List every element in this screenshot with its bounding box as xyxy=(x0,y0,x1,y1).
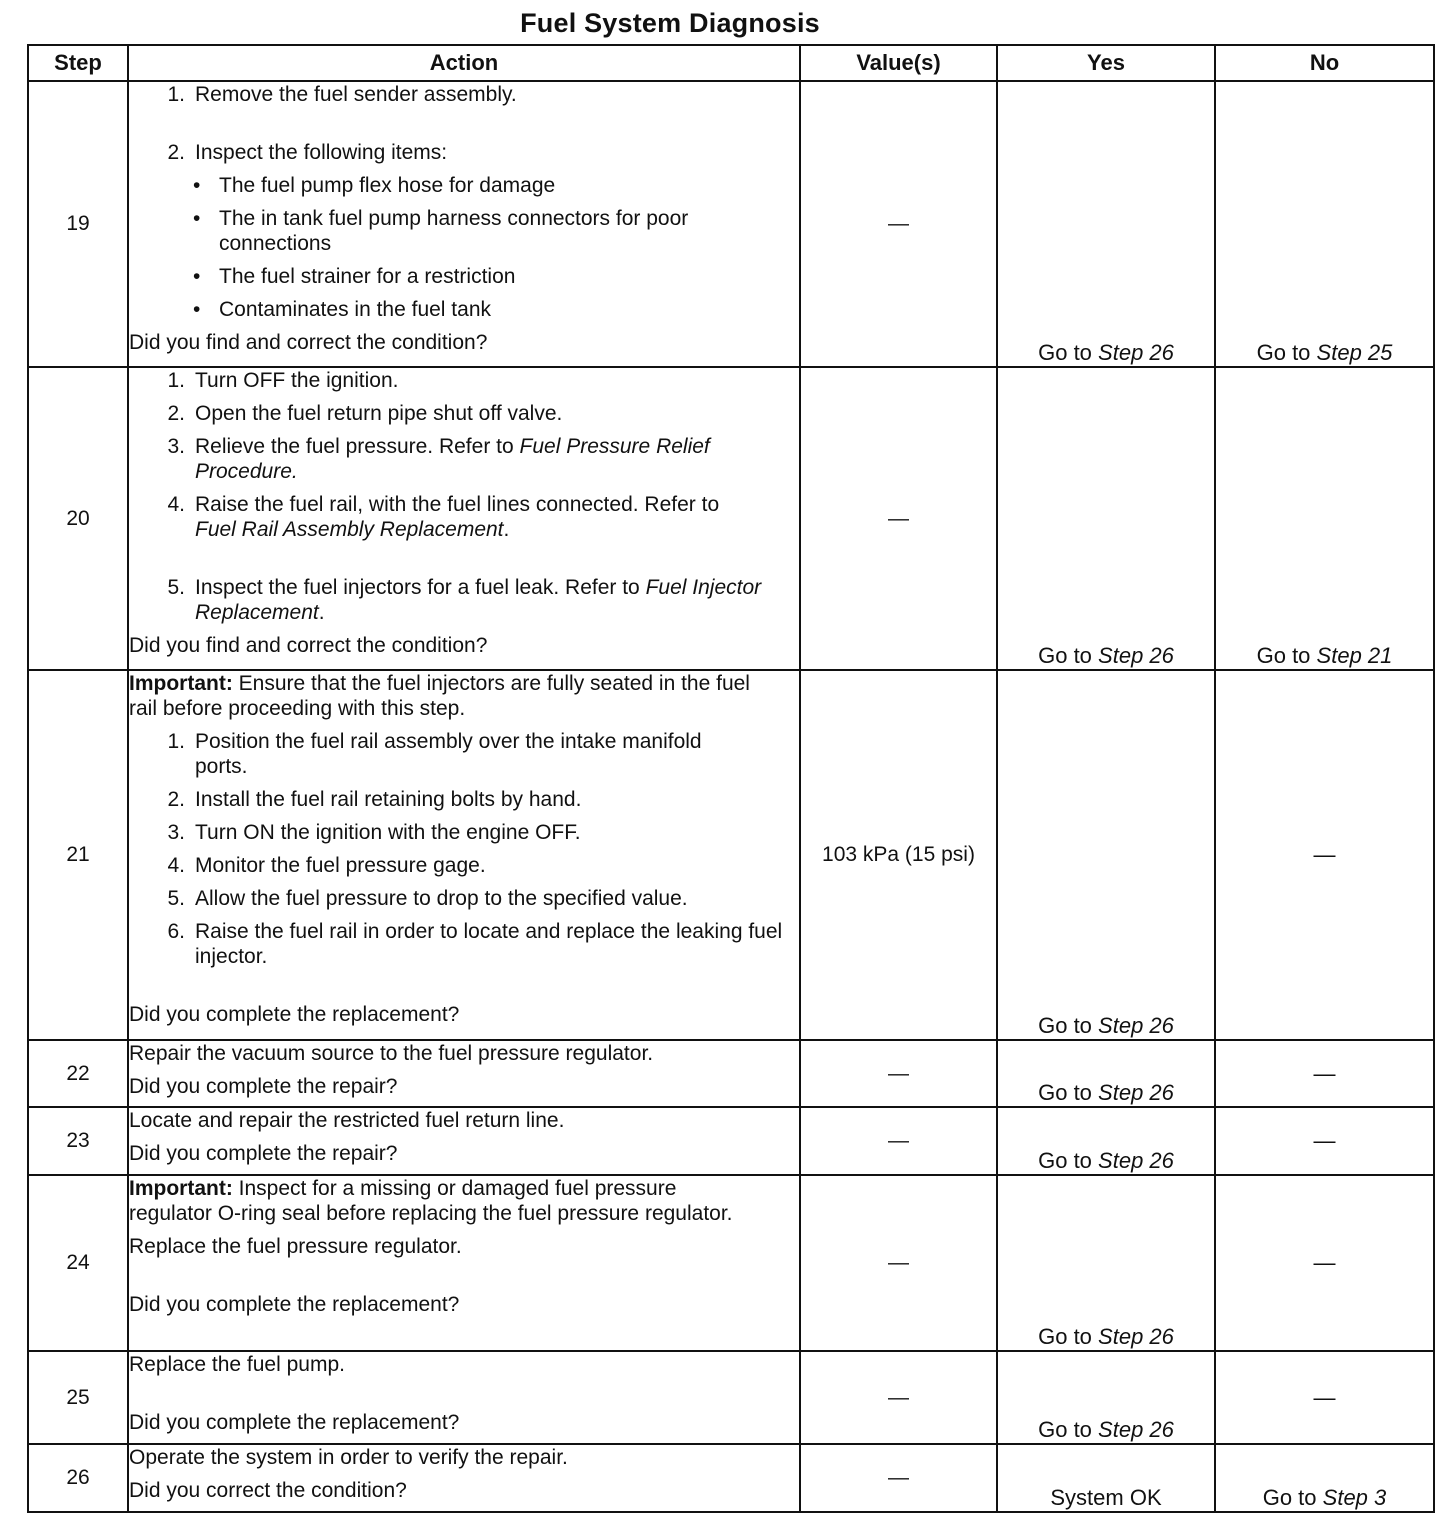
important-label: Important: xyxy=(129,672,233,695)
no-cell xyxy=(1215,670,1434,1040)
action-question: Did you complete the repair? xyxy=(129,1142,398,1165)
dash: — xyxy=(1313,1128,1336,1153)
no-cell: Go to Step 21 xyxy=(1215,367,1434,670)
no-step-link: Step 21 xyxy=(1316,643,1393,668)
yes-cell xyxy=(997,1444,1215,1512)
action-step-text: Open the fuel return pipe shut off valve. xyxy=(195,402,563,425)
no-cell xyxy=(1215,1351,1434,1444)
yes-step-link: Step 26 xyxy=(1098,1324,1174,1349)
value-cell xyxy=(800,367,997,670)
yes-cell: Go to Step 26 xyxy=(997,670,1215,1040)
value-cell xyxy=(800,1444,997,1512)
step-number: 21 xyxy=(28,670,128,1040)
table-row-step-21 xyxy=(28,670,1434,1040)
table-row-step-26 xyxy=(28,1444,1434,1512)
no-step-link: Step 25 xyxy=(1316,340,1393,365)
dash: — xyxy=(1313,1250,1336,1275)
action-step-text: Remove the fuel sender assembly. xyxy=(195,83,517,106)
action-step-text: Turn OFF the ignition. xyxy=(195,369,399,392)
yes-cell: Go to Step 26 xyxy=(997,1107,1215,1175)
yes-step-link: Step 26 xyxy=(1098,643,1174,668)
value-cell xyxy=(800,1175,997,1351)
action-question: Did you find and correct the condition? xyxy=(129,634,488,657)
action-question: Did you complete the replacement? xyxy=(129,1411,460,1434)
action-step-text: Raise the fuel rail, with the fuel lines connected. Refer to xyxy=(195,493,720,516)
action-step-text: Inspect the following items: xyxy=(195,141,448,164)
action-step-text: Raise the fuel rail in order to locate and replace the leaking fuel injector. xyxy=(195,920,783,968)
value-cell xyxy=(800,81,997,367)
action-question: Did you complete the repair? xyxy=(129,1075,398,1098)
step-number: 24 xyxy=(28,1175,128,1351)
header-step: Step xyxy=(28,45,128,81)
action-step-text: Monitor the fuel pressure gage. xyxy=(195,854,486,877)
action-question: Did you complete the replacement? xyxy=(129,1003,460,1026)
step-number: 25 xyxy=(28,1351,128,1444)
action-text: Replace the fuel pump. xyxy=(129,1353,345,1376)
diagnosis-table xyxy=(27,44,1435,1513)
action-cell xyxy=(128,1107,800,1175)
value-cell xyxy=(800,1351,997,1444)
no-cell xyxy=(1215,1040,1434,1107)
action-cell xyxy=(128,1040,800,1107)
dash: — xyxy=(1313,842,1336,867)
reference-link: Fuel Pressure Relief Procedure. xyxy=(195,435,710,483)
action-cell xyxy=(128,1444,800,1512)
header-no: No xyxy=(1215,45,1434,81)
action-question: Did you correct the condition? xyxy=(129,1479,407,1502)
value-cell xyxy=(800,1040,997,1107)
dash: — xyxy=(1313,1384,1336,1410)
yes-cell: Go to Step 26 xyxy=(997,1175,1215,1351)
action-cell: 1. Remove the fuel sender assembly. 2. Inspect the following items: • The fuel pump flex hose for damage • The in tank fuel pump harness connectors for poor connections • The fuel strainer for a restriction • Contaminates in the fuel tank Did you find and correct the condition? xyxy=(128,81,800,367)
yes-step-link: Step 26 xyxy=(1098,1148,1174,1173)
header-values: Value(s) xyxy=(800,45,997,81)
action-cell: Important: Ensure that the fuel injectors are fully seated in the fuel rail before proceeding with this step. 1. Position the fuel rail assembly over the intake manifold ports. 2. Install the fuel rail retaining bolts by hand. 3. Turn ON the ignition with the engine OFF. 4. Monitor the fuel pressure gage. 5. Allow the fuel pressure to drop to the specified value. 6. Raise the fuel rail in order to locate and replace the leaking fuel injector. Did you complete the replacement? xyxy=(128,670,800,1040)
action-step-text: Position the fuel rail assembly over the intake manifold ports. xyxy=(195,730,702,778)
yes-step-link: Step 26 xyxy=(1098,340,1174,365)
action-cell xyxy=(128,1175,800,1351)
dash: — xyxy=(888,1385,909,1409)
action-step-text: Allow the fuel pressure to drop to the specified value. xyxy=(195,887,688,910)
step-number: 23 xyxy=(28,1107,128,1175)
dash: — xyxy=(888,1251,909,1274)
action-cell xyxy=(128,1351,800,1444)
step-number: 22 xyxy=(28,1040,128,1107)
step-number: 19 xyxy=(28,81,128,367)
system-ok-text: System OK xyxy=(1050,1485,1162,1510)
dash: — xyxy=(888,212,909,235)
action-question: Did you complete the replacement? xyxy=(129,1293,460,1316)
dash: — xyxy=(888,506,909,530)
dash: — xyxy=(1313,1060,1336,1086)
table-header-row xyxy=(28,45,1434,81)
no-cell xyxy=(1215,1175,1434,1351)
action-step-text: Install the fuel rail retaining bolts by hand. xyxy=(195,788,582,811)
reference-link: Fuel Rail Assembly Replacement xyxy=(195,518,504,541)
yes-cell: Go to Step 26 xyxy=(997,367,1215,670)
header-yes: Yes xyxy=(997,45,1215,81)
action-text: Replace the fuel pressure regulator. xyxy=(129,1235,462,1258)
yes-cell: Go to Step 26 xyxy=(997,81,1215,367)
header-action: Action xyxy=(128,45,800,81)
action-text: Locate and repair the restricted fuel return line. xyxy=(129,1109,565,1132)
yes-step-link: Step 26 xyxy=(1098,1417,1174,1442)
table-row-step-25 xyxy=(28,1351,1434,1444)
no-cell: Go to Step 3 xyxy=(1215,1444,1434,1512)
page-title: Fuel System Diagnosis xyxy=(520,8,820,38)
bullet-text: The fuel strainer for a restriction xyxy=(219,265,516,288)
no-step-link: Step 3 xyxy=(1322,1485,1387,1510)
step-number: 20 xyxy=(28,367,128,670)
table-row-step-23 xyxy=(28,1107,1434,1175)
bullet-text: The in tank fuel pump harness connectors for poor connections xyxy=(219,207,689,255)
important-text: Inspect for a missing or damaged fuel pressure regulator O-ring seal before replacing the fuel pressure regulator. xyxy=(129,1177,733,1225)
bullet-text: The fuel pump flex hose for damage xyxy=(219,174,556,197)
dash: — xyxy=(888,1466,909,1489)
action-question: Did you find and correct the condition? xyxy=(129,331,488,354)
important-label: Important: xyxy=(129,1177,233,1200)
value-cell: 103 kPa (15 psi) xyxy=(800,670,997,1040)
yes-step-link: Step 26 xyxy=(1098,1013,1174,1038)
table-row-step-24 xyxy=(28,1175,1434,1351)
step-number: 26 xyxy=(28,1444,128,1512)
dash: — xyxy=(888,1129,909,1152)
table-row-step-19 xyxy=(28,81,1434,367)
important-text: Ensure that the fuel injectors are fully seated in the fuel rail before proceeding with this step. xyxy=(129,672,750,720)
yes-cell: Go to Step 26 xyxy=(997,1351,1215,1444)
dash: — xyxy=(888,1061,909,1085)
table-row-step-20 xyxy=(28,367,1434,670)
action-step-text: Turn ON the ignition with the engine OFF. xyxy=(195,821,581,844)
action-step-text: Inspect the fuel injectors for a fuel leak. Refer to xyxy=(195,576,640,599)
bullet-text: Contaminates in the fuel tank xyxy=(219,298,491,321)
action-text: Operate the system in order to verify the repair. xyxy=(129,1446,568,1469)
table-row-step-22 xyxy=(28,1040,1434,1107)
yes-step-link: Step 26 xyxy=(1098,1080,1174,1105)
action-cell: 1. Turn OFF the ignition. 2. Open the fuel return pipe shut off valve. 3. Relieve the fuel pressure. Refer to Fuel Pressure Relief Procedure. 4. Raise the fuel rail, with the fuel lines connected. Refer to Fuel Rail Assembly Replacement. 5. Inspect the fuel injectors for a fuel leak. Refer to Fuel Injector Replacement. Did you find and correct the condition? xyxy=(128,367,800,670)
yes-cell: Go to Step 26 xyxy=(997,1040,1215,1107)
reference-link: Fuel Injector Replacement xyxy=(195,576,762,624)
action-text: Repair the vacuum source to the fuel pressure regulator. xyxy=(129,1042,654,1065)
no-cell xyxy=(1215,1107,1434,1175)
no-cell: Go to Step 25 xyxy=(1215,81,1434,367)
value-cell xyxy=(800,1107,997,1175)
action-step-text: Relieve the fuel pressure. Refer to xyxy=(195,435,514,458)
